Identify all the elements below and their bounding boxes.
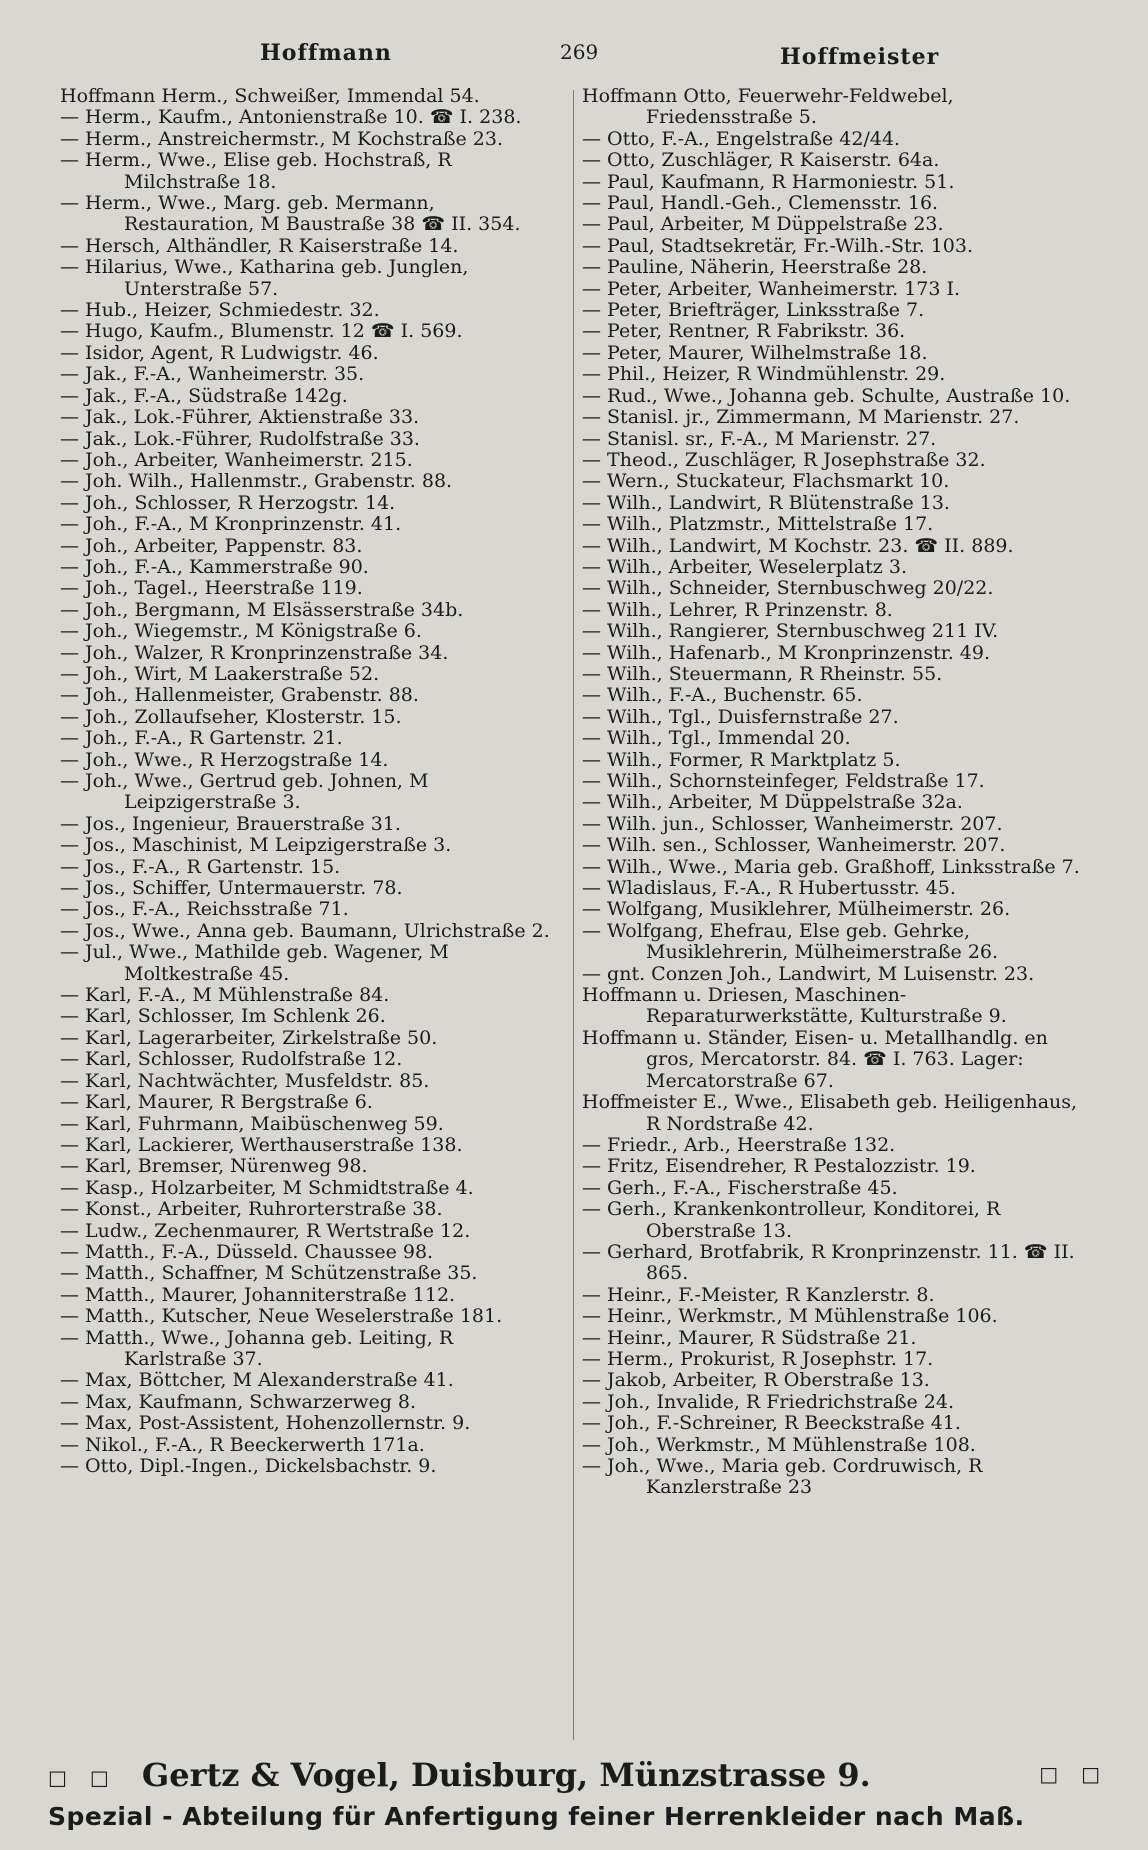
directory-entry: — Herm., Anstreichermstr., M Kochstraße 23. (60, 127, 504, 150)
directory-entry: Hoffmann u. Ständer, Eisen- u. Metallhandlg. en gros, Mercatorstr. 84. ☎ I. 763. Lager: Mercatorstraße 67. (582, 1026, 1048, 1092)
directory-entry: — Herm., Wwe., Marg. geb. Mermann, Restauration, M Baustraße 38 ☎ II. 354. (60, 192, 521, 236)
square-ornament-right: □ □ (1039, 1762, 1108, 1786)
directory-entry: — Theod., Zuschläger, R Josephstraße 32. (582, 448, 986, 471)
directory-entry: — Hilarius, Wwe., Katharina geb. Junglen, Unterstraße 57. (60, 256, 469, 300)
directory-entry: — Paul, Arbeiter, M Düppelstraße 23. (582, 213, 944, 236)
directory-entry: — Matth., F.-A., Düsseld. Chaussee 98. (60, 1240, 434, 1263)
directory-entry: — Rud., Wwe., Johanna geb. Schulte, Austraße 10. (582, 384, 1071, 407)
directory-entry: — Friedr., Arb., Heerstraße 132. (582, 1133, 896, 1156)
directory-entry: — Wilh. sen., Schlosser, Wanheimerstr. 207. (582, 834, 1006, 857)
directory-entry: — Otto, Zuschläger, R Kaiserstr. 64a. (582, 149, 940, 172)
advertisement-footer (48, 1756, 1108, 1836)
directory-entry: — Joh., Wiegemstr., M Königstraße 6. (60, 620, 422, 643)
directory-entry: — Peter, Briefträger, Linksstraße 7. (582, 299, 925, 322)
directory-entry: — Heinr., Maurer, R Südstraße 21. (582, 1326, 917, 1349)
directory-entry: — Matth., Kutscher, Neue Weselerstraße 181. (60, 1305, 503, 1328)
directory-entry: — Nikol., F.-A., R Beeckerwerth 171a. (60, 1433, 425, 1456)
directory-entry: — Heinr., F.-Meister, R Kanzlerstr. 8. (582, 1283, 935, 1306)
advert-line-1 (48, 1756, 1108, 1794)
directory-entry: — Joh., Hallenmeister, Grabenstr. 88. (60, 684, 419, 707)
directory-entry: — Joh., Wwe., R Herzogstraße 14. (60, 748, 389, 771)
directory-entry: — Jakob, Arbeiter, R Oberstraße 13. (582, 1369, 930, 1392)
directory-entry: — Jos., Ingenieur, Brauerstraße 31. (60, 812, 401, 835)
directory-entry: — Paul, Stadtsekretär, Fr.-Wilh.-Str. 103. (582, 234, 974, 257)
directory-entry: — Wolfgang, Musiklehrer, Mülheimerstr. 26. (582, 898, 1011, 921)
directory-entry: — Wilh., Wwe., Maria geb. Graßhoff, Linksstraße 7. (582, 855, 1080, 878)
directory-entry: Hoffmann u. Driesen, Maschinen-Reparaturwerkstätte, Kulturstraße 9. (582, 984, 1007, 1028)
directory-entry: — Konst., Arbeiter, Ruhrorterstraße 38. (60, 1198, 443, 1221)
directory-entry: — Wilh., Tgl., Immendal 20. (582, 727, 851, 750)
directory-entry: — Wilh., Former, R Marktplatz 5. (582, 748, 901, 771)
directory-entry: — Jak., Lok.-Führer, Rudolfstraße 33. (60, 427, 420, 450)
directory-entry: — Gerhard, Brotfabrik, R Kronprinzenstr. 11. ☎ II. 865. (582, 1240, 1075, 1285)
column-divider (573, 90, 574, 1740)
directory-entry: — Joh., Invalide, R Friedrichstraße 24. (582, 1390, 955, 1413)
directory-entry: — Karl, Bremser, Nürenweg 98. (60, 1155, 368, 1178)
right-column (582, 86, 1090, 1499)
directory-entry: — Joh., Wwe., Gertrud geb. Johnen, M Leipzigerstraße 3. (60, 770, 429, 814)
directory-entry: — Wilh., Hafenarb., M Kronprinzenstr. 49. (582, 641, 991, 664)
directory-entry: Hoffmann Herm., Schweißer, Immendal 54. (60, 85, 480, 107)
directory-entry: — Max, Kaufmann, Schwarzerweg 8. (60, 1390, 417, 1413)
directory-entry: — gnt. Conzen Joh., Landwirt, M Luisenstr. 23. (582, 962, 1035, 985)
directory-entry: — Max, Post-Assistent, Hohenzollernstr. 9. (60, 1412, 471, 1435)
header-left-name: Hoffmann (260, 40, 392, 66)
directory-entry: — Wladislaus, F.-A., R Hubertusstr. 45. (582, 877, 956, 900)
directory-entry: — Jak., F.-A., Wanheimerstr. 35. (60, 363, 365, 386)
directory-entry: — Kasp., Holzarbeiter, M Schmidtstraße 4. (60, 1176, 474, 1199)
directory-entry: — Gerh., F.-A., Fischerstraße 45. (582, 1176, 898, 1199)
directory-entry: — Karl, Maurer, R Bergstraße 6. (60, 1091, 373, 1114)
directory-entry: — Jos., F.-A., R Gartenstr. 15. (60, 855, 341, 878)
directory-entry: — Wilh., Lehrer, R Prinzenstr. 8. (582, 598, 893, 621)
directory-entry: — Karl, Nachtwächter, Musfeldstr. 85. (60, 1069, 430, 1092)
directory-entry: — Jos., Schiffer, Untermauerstr. 78. (60, 877, 403, 900)
directory-entry: — Joh., F.-A., R Gartenstr. 21. (60, 727, 343, 750)
square-ornament-left: □ □ (48, 1765, 117, 1790)
directory-entry: — Joh., F.-A., M Kronprinzenstr. 41. (60, 513, 402, 536)
directory-entry: — Herm., Prokurist, R Josephstr. 17. (582, 1347, 934, 1370)
advert-company: Gertz & Vogel, Duisburg, Münzstrasse 9. (141, 1756, 871, 1794)
directory-entry: — Paul, Handl.-Geh., Clemensstr. 16. (582, 192, 939, 215)
directory-entry: — Joh., Zollaufseher, Klosterstr. 15. (60, 705, 402, 728)
directory-entry: — Wolfgang, Ehefrau, Else geb. Gehrke, Musiklehrerin, Mülheimerstraße 26. (582, 919, 999, 964)
directory-entry: — Hersch, Althändler, R Kaiserstraße 14. (60, 234, 459, 257)
directory-entry: — Karl, Fuhrmann, Maibüschenweg 59. (60, 1112, 444, 1135)
directory-entry: — Wilh., Rangierer, Sternbuschweg 211 IV. (582, 620, 999, 643)
directory-entry: — Stanisl. jr., Zimmermann, M Marienstr. 27. (582, 406, 1020, 429)
directory-entry: — Karl, Lackierer, Werthauserstraße 138. (60, 1133, 463, 1156)
directory-entry: — Heinr., Werkmstr., M Mühlenstraße 106. (582, 1305, 998, 1328)
directory-entry: — Peter, Rentner, R Fabrikstr. 36. (582, 320, 906, 343)
directory-entry: — Wilh., Arbeiter, Weselerplatz 3. (582, 555, 907, 578)
directory-entry: — Matth., Wwe., Johanna geb. Leiting, R Karlstraße 37. (60, 1326, 454, 1370)
directory-entry: — Karl, Schlosser, Im Schlenk 26. (60, 1005, 386, 1028)
page-header (60, 40, 1090, 80)
directory-entry: — Fritz, Eisendreher, R Pestalozzistr. 19. (582, 1155, 976, 1178)
directory-entry: — Joh., Werkmstr., M Mühlenstraße 108. (582, 1433, 976, 1456)
header-right-name: Hoffmeister (780, 44, 940, 70)
directory-entry: — Peter, Maurer, Wilhelmstraße 18. (582, 341, 928, 364)
directory-entry: — Wilh., Schneider, Sternbuschweg 20/22. (582, 577, 994, 600)
directory-entry: — Wilh., Landwirt, M Kochstr. 23. ☎ II. 889. (582, 534, 1014, 557)
directory-entry: — Matth., Maurer, Johanniterstraße 112. (60, 1283, 456, 1306)
directory-entry: — Joh., F.-Schreiner, R Beeckstraße 41. (582, 1412, 961, 1435)
directory-entry: — Pauline, Näherin, Heerstraße 28. (582, 256, 928, 279)
directory-entry: — Jak., Lok.-Führer, Aktienstraße 33. (60, 406, 420, 429)
directory-entry: — Wilh., Tgl., Duisfernstraße 27. (582, 705, 899, 728)
directory-entry: — Joh., Arbeiter, Wanheimerstr. 215. (60, 448, 413, 471)
directory-entry: — Joh., Schlosser, R Herzogstr. 14. (60, 491, 396, 514)
directory-entry: — Max, Böttcher, M Alexanderstraße 41. (60, 1369, 454, 1392)
directory-entry: — Herm., Wwe., Elise geb. Hochstraß, R Milchstraße 18. (60, 149, 452, 193)
directory-entry: — Karl, F.-A., M Mühlenstraße 84. (60, 984, 390, 1007)
directory-entry: — Wilh., Schornsteinfeger, Feldstraße 17. (582, 770, 985, 792)
directory-entry: — Joh., Walzer, R Kronprinzenstraße 34. (60, 641, 449, 664)
directory-entry: — Wern., Stuckateur, Flachsmarkt 10. (582, 470, 950, 493)
directory-entry: — Wilh., Arbeiter, M Düppelstraße 32a. (582, 791, 963, 814)
directory-entry: — Otto, F.-A., Engelstraße 42/44. (582, 127, 901, 150)
directory-entry: — Ludw., Zechenmaurer, R Wertstraße 12. (60, 1219, 471, 1242)
directory-entry: — Phil., Heizer, R Windmühlenstr. 29. (582, 363, 946, 386)
directory-entry: — Jul., Wwe., Mathilde geb. Wagener, M Moltkestraße 45. (60, 941, 449, 985)
directory-entry: — Joh. Wilh., Hallenmstr., Grabenstr. 88. (60, 470, 453, 493)
directory-entry: — Jos., Wwe., Anna geb. Baumann, Ulrichstraße 2. (60, 919, 550, 942)
directory-entry: — Otto, Dipl.-Ingen., Dickelsbachstr. 9. (60, 1455, 437, 1477)
directory-entry: — Wilh., Landwirt, R Blütenstraße 13. (582, 491, 950, 514)
directory-entry: — Matth., Schaffner, M Schützenstraße 35. (60, 1262, 478, 1285)
directory-entry: — Joh., Tagel., Heerstraße 119. (60, 577, 363, 600)
directory-entry: — Joh., Bergmann, M Elsässerstraße 34b. (60, 598, 464, 621)
directory-entry: — Gerh., Krankenkontrolleur, Konditorei, R Oberstraße 13. (582, 1198, 1001, 1242)
directory-entry: Hoffmeister E., Wwe., Elisabeth geb. Heiligenhaus, R Nordstraße 42. (582, 1091, 1078, 1135)
advert-line-2: Spezial - Abteilung für Anfertigung feiner Herrenkleider nach Maß. (48, 1802, 1025, 1831)
directory-entry: — Joh., F.-A., Kammerstraße 90. (60, 555, 369, 578)
left-column (60, 86, 560, 1477)
directory-entry: — Paul, Kaufmann, R Harmoniestr. 51. (582, 170, 955, 193)
directory-entry: — Stanisl. sr., F.-A., M Marienstr. 27. (582, 427, 937, 450)
directory-entry: — Wilh., Platzmstr., Mittelstraße 17. (582, 513, 934, 536)
directory-entry: Hoffmann Otto, Feuerwehr-Feldwebel, Friedensstraße 5. (582, 85, 954, 129)
directory-entry: — Peter, Arbeiter, Wanheimerstr. 173 I. (582, 277, 961, 300)
page-number: 269 (560, 40, 599, 64)
directory-entry: — Joh., Arbeiter, Pappenstr. 83. (60, 534, 363, 557)
directory-entry: — Jos., Maschinist, M Leipzigerstraße 3. (60, 834, 452, 857)
directory-entry: — Hugo, Kaufm., Blumenstr. 12 ☎ I. 569. (60, 320, 463, 343)
directory-entry: — Wilh., Steuermann, R Rheinstr. 55. (582, 662, 943, 685)
directory-entry: — Karl, Schlosser, Rudolfstraße 12. (60, 1048, 403, 1071)
directory-entry: — Joh., Wwe., Maria geb. Cordruwisch, R Kanzlerstraße 23 (582, 1455, 983, 1499)
directory-entry: — Jak., F.-A., Südstraße 142g. (60, 384, 348, 407)
directory-entry: — Hub., Heizer, Schmiedestr. 32. (60, 299, 380, 322)
directory-entry: — Jos., F.-A., Reichsstraße 71. (60, 898, 349, 921)
directory-entry: — Isidor, Agent, R Ludwigstr. 46. (60, 341, 379, 364)
directory-entry: — Herm., Kaufm., Antonienstraße 10. ☎ I. 238. (60, 106, 522, 129)
directory-entry: — Wilh., F.-A., Buchenstr. 65. (582, 684, 863, 707)
directory-entry: — Wilh. jun., Schlosser, Wanheimerstr. 207. (582, 812, 1003, 835)
directory-entry: — Karl, Lagerarbeiter, Zirkelstraße 50. (60, 1026, 438, 1049)
directory-entry: — Joh., Wirt, M Laakerstraße 52. (60, 662, 380, 685)
